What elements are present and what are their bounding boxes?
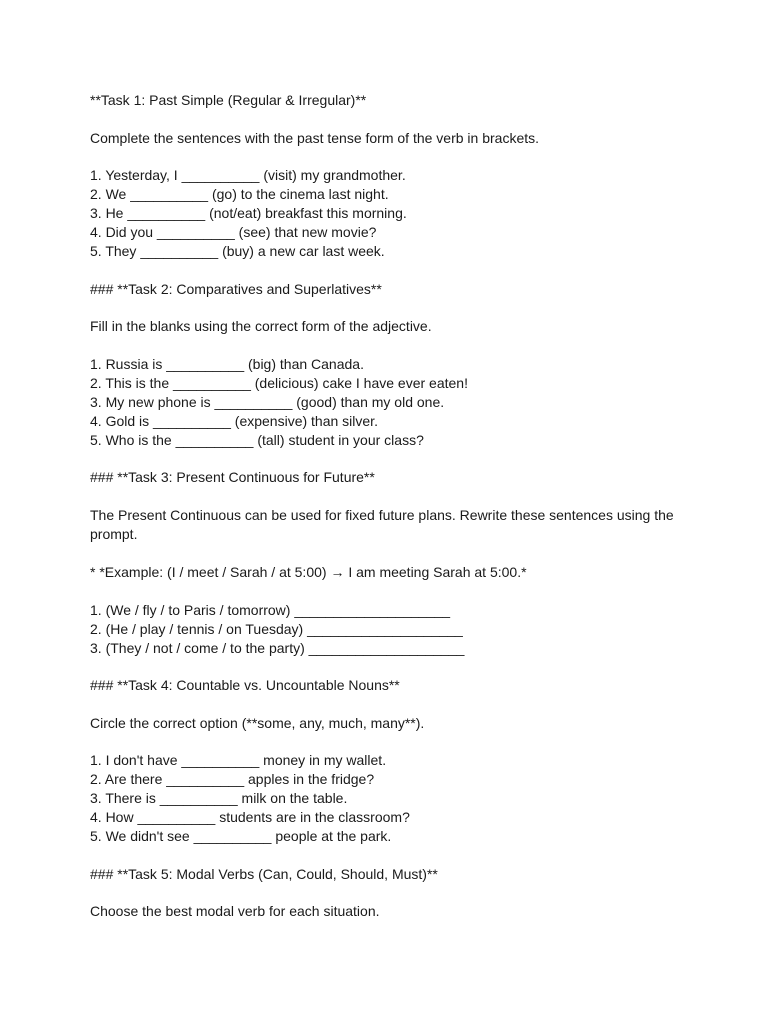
task4-item-1: 1. I don't have __________ money in my wallet. bbox=[90, 752, 387, 768]
task2-instruction: Fill in the blanks using the correct form of the adjective. bbox=[90, 318, 432, 334]
task4-item-5: 5. We didn't see __________ people at the park. bbox=[90, 828, 392, 844]
task1-item-3: 3. He __________ (not/eat) breakfast this morning. bbox=[90, 205, 407, 221]
task2-item-5: 5. Who is the __________ (tall) student in your class? bbox=[90, 431, 424, 448]
task2-item-1: 1. Russia is __________ (big) than Canada. bbox=[90, 355, 364, 372]
task3-item-2: 2. (He / play / tennis / on Tuesday) ____________________ bbox=[90, 620, 463, 637]
worksheet-content bbox=[90, 91, 690, 921]
task4-item-3: 3. There is __________ milk on the table. bbox=[90, 790, 348, 806]
task1-item-2: 2. We __________ (go) to the cinema last night. bbox=[90, 186, 389, 202]
task1-instruction: Complete the sentences with the past tense form of the verb in brackets. bbox=[90, 129, 540, 146]
task4-instruction: Circle the correct option (**some, any, much, many**). bbox=[90, 714, 425, 731]
task2-item-3: 3. My new phone is __________ (good) than my old one. bbox=[90, 393, 445, 410]
task1-item-4: 4. Did you __________ (see) that new movie? bbox=[90, 224, 377, 240]
task2-item-2: 2. This is the __________ (delicious) cake I have ever eaten! bbox=[90, 374, 468, 391]
task5-instruction: Choose the best modal verb for each situation. bbox=[90, 903, 380, 919]
task3-instruction: The Present Continuous can be used for fixed future plans. Rewrite these sentences using the prompt. bbox=[90, 506, 674, 542]
task1-item-1: 1. Yesterday, I __________ (visit) my grandmother. bbox=[90, 167, 406, 183]
task3-item-1: 1. (We / fly / to Paris / tomorrow) ____________________ bbox=[90, 601, 451, 618]
task2-heading: ### **Task 2: Comparatives and Superlatives** bbox=[90, 280, 382, 297]
task1-item-5: 5. They __________ (buy) a new car last week. bbox=[90, 243, 385, 259]
task1-heading: **Task 1: Past Simple (Regular & Irregular)** bbox=[90, 92, 367, 108]
task4-item-2: 2. Are there __________ apples in the fridge? bbox=[90, 771, 375, 787]
task5-heading: ### **Task 5: Modal Verbs (Can, Could, Should, Must)** bbox=[90, 865, 438, 882]
task4-heading: ### **Task 4: Countable vs. Uncountable Nouns** bbox=[90, 677, 400, 693]
task3-example: * *Example: (I / meet / Sarah / at 5:00) → I am meeting Sarah at 5:00.* bbox=[90, 564, 527, 580]
task2-item-4: 4. Gold is __________ (expensive) than silver. bbox=[90, 412, 378, 429]
task3-item-3: 3. (They / not / come / to the party) ____________________ bbox=[90, 639, 465, 656]
task4-item-4: 4. How __________ students are in the classroom? bbox=[90, 809, 410, 825]
task3-heading: ### **Task 3: Present Continuous for Future** bbox=[90, 469, 375, 485]
